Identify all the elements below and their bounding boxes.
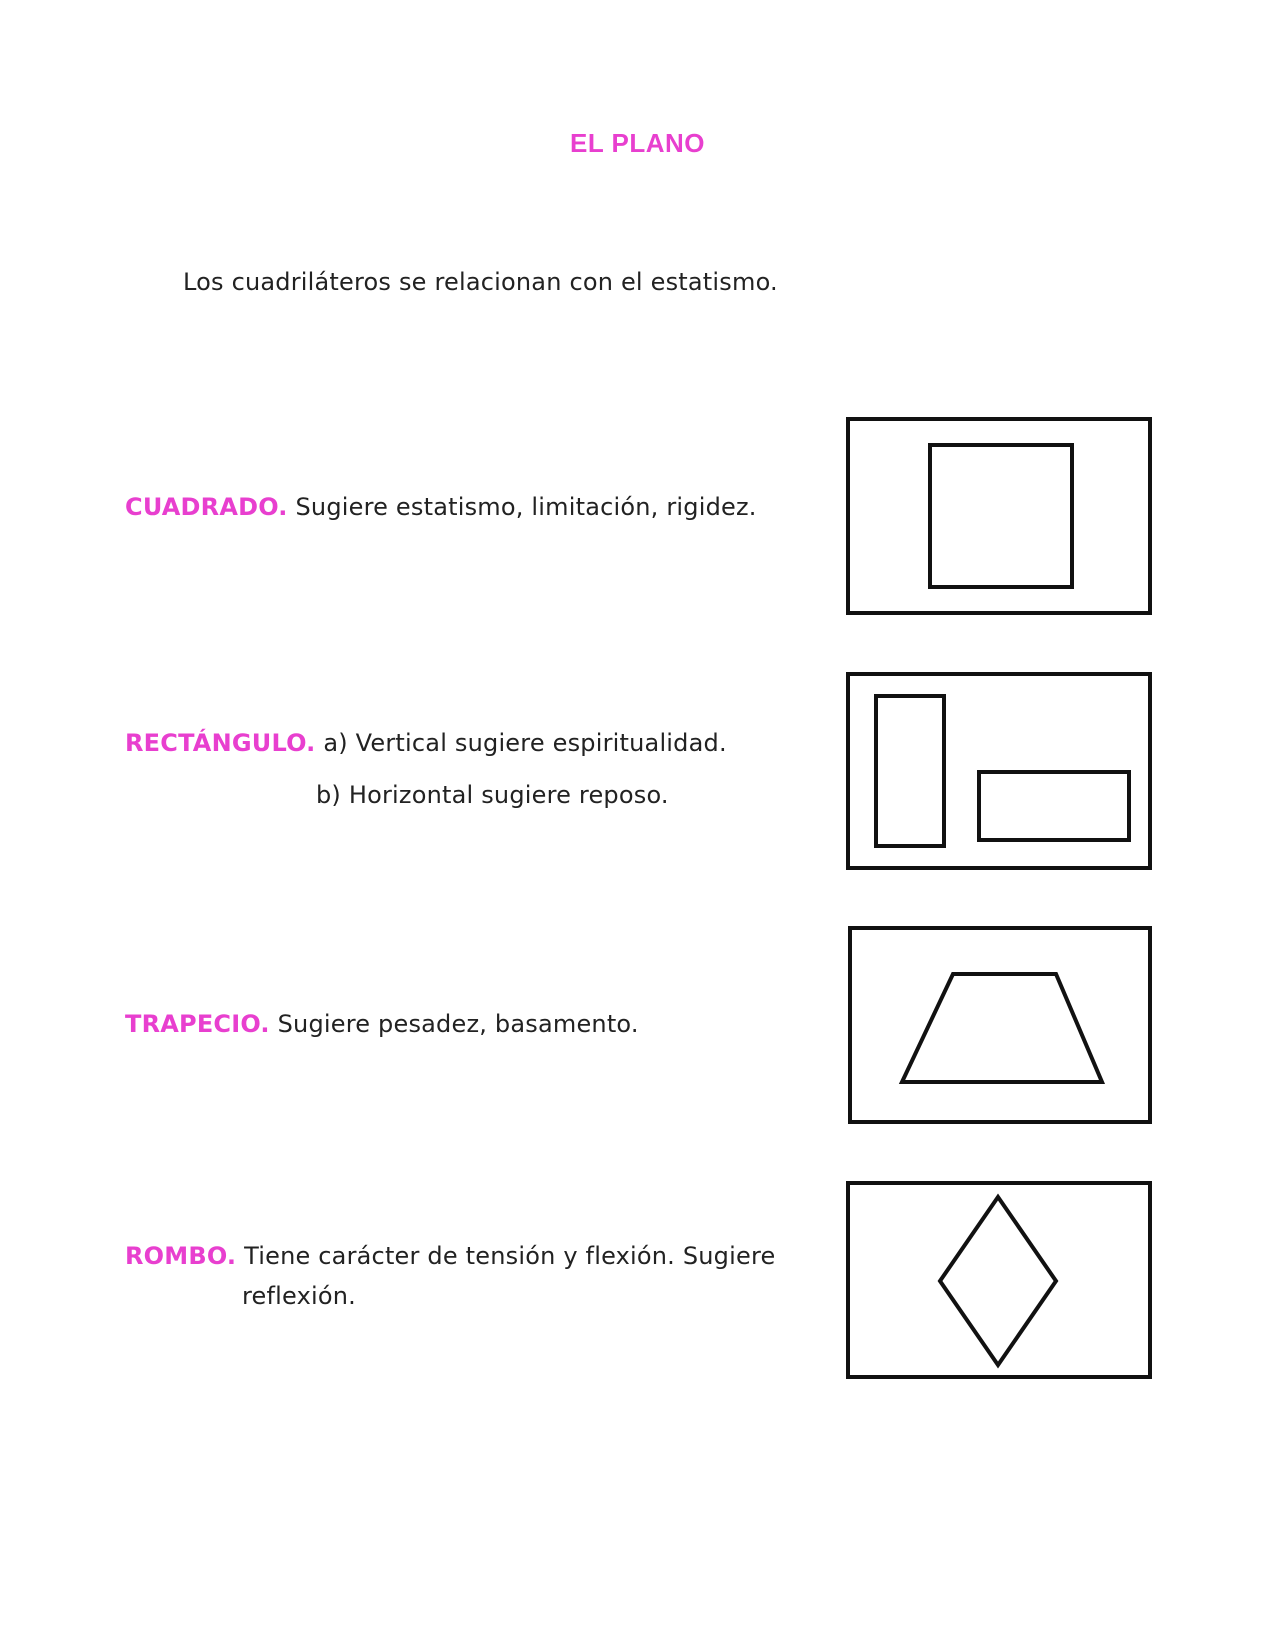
rectangles-figure-frame	[846, 672, 1152, 870]
description-trapecio: Sugiere pesadez, basamento.	[277, 1010, 639, 1038]
section-rombo	[125, 1242, 775, 1270]
description-rectangulo-a: a) Vertical sugiere espiritualidad.	[323, 729, 727, 757]
square-figure-frame	[846, 417, 1152, 615]
rhombus-shape	[940, 1197, 1056, 1365]
trapezoid-figure-frame	[848, 926, 1152, 1124]
term-rectangulo: RECTÁNGULO.	[125, 729, 316, 757]
trapezoid-icon	[852, 930, 1148, 1120]
square-shape	[930, 445, 1072, 587]
page-title: EL PLANO	[570, 128, 705, 158]
term-rombo: ROMBO.	[125, 1242, 237, 1270]
horizontal-rectangle-shape	[979, 772, 1129, 840]
intro-text: Los cuadriláteros se relacionan con el estatismo.	[183, 268, 778, 296]
square-icon	[850, 421, 1148, 611]
vertical-rectangle-shape	[876, 696, 944, 846]
description-cuadrado: Sugiere estatismo, limitación, rigidez.	[295, 493, 757, 521]
description-rombo-line2: reflexión.	[242, 1282, 356, 1310]
section-cuadrado	[125, 493, 757, 521]
rhombus-figure-frame	[846, 1181, 1152, 1379]
section-rectangulo	[125, 729, 727, 757]
rectangles-icon	[850, 676, 1148, 866]
section-trapecio	[125, 1010, 639, 1038]
rhombus-icon	[850, 1185, 1148, 1375]
description-rectangulo-b: b) Horizontal sugiere reposo.	[316, 781, 669, 809]
term-trapecio: TRAPECIO.	[125, 1010, 270, 1038]
term-cuadrado: CUADRADO.	[125, 493, 288, 521]
description-rombo-line1: Tiene carácter de tensión y flexión. Sugiere	[244, 1242, 776, 1270]
trapezoid-shape	[902, 974, 1102, 1082]
